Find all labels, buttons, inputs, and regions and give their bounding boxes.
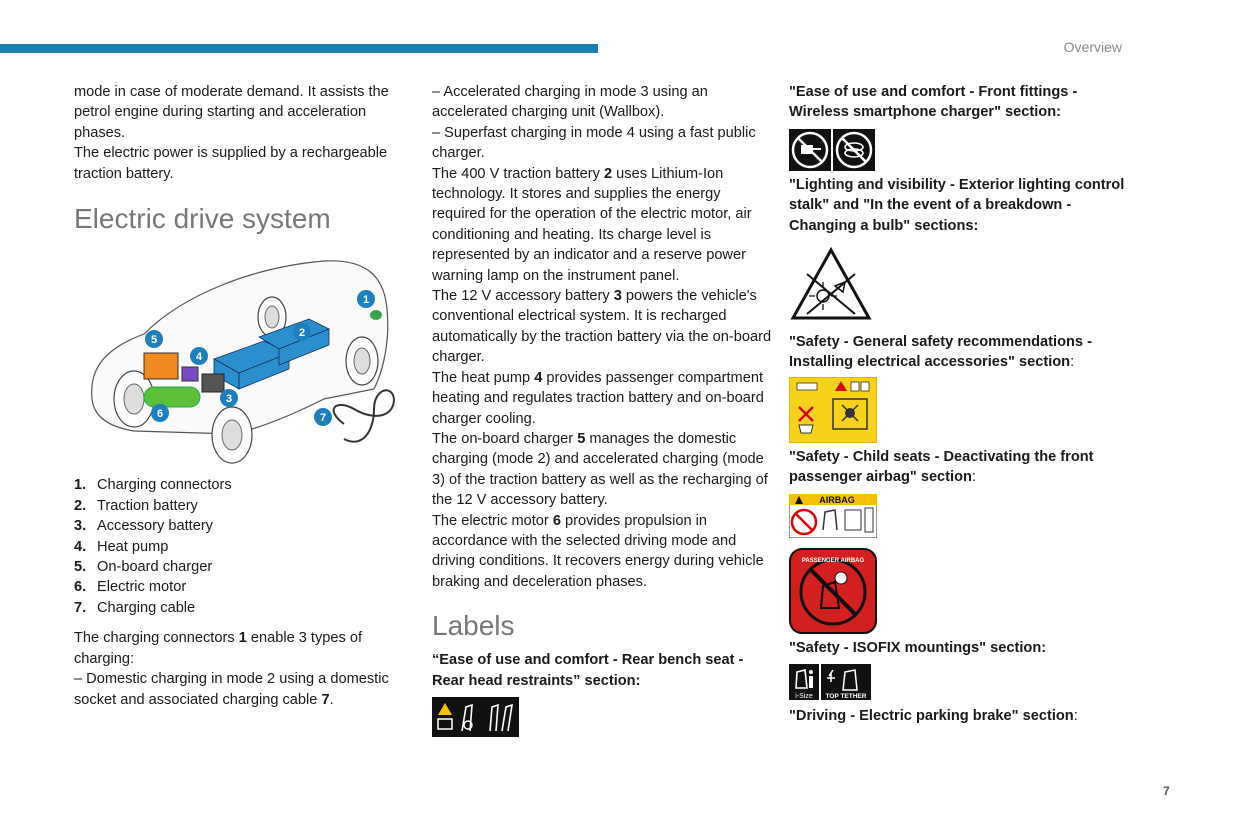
svg-text:AIRBAG: AIRBAG [819, 494, 855, 505]
legend-list [74, 475, 414, 618]
no-key-card-icon [789, 129, 831, 171]
paragraph-traction: The 400 V traction battery 2 uses Lithium-Ion technology. It stores and supplies the energy required for the operation of the electric motor, air conditioning and heating. Its charge level is represented by an indicator and a reserve power warning lamp on the instrument panel. [432, 165, 752, 284]
svg-text:7: 7 [319, 412, 327, 425]
paragraph-mode3: – Accelerated charging in mode 3 using an accelerated charging unit (Wallbox). [432, 84, 708, 121]
heat-pump-shape [182, 367, 198, 381]
svg-text:i-Size: i-Size [795, 693, 813, 701]
svg-text:PASSENGER AIRBAG: PASSENGER AIRBAG [801, 557, 865, 564]
paragraph-motor: The electric motor 6 provides propulsion in accordance with the selected driving mode and driving conditions. It recovers energy during vehicle braking and deceleration phases. [432, 512, 764, 590]
svg-text:5: 5 [150, 334, 158, 347]
paragraph-mode2: – Domestic charging in mode 2 using a domestic socket and associated charging cable 7. [74, 671, 389, 708]
paragraph-connectors: The charging connectors 1 enable 3 types of charging: [74, 630, 363, 667]
rear-bench-label-icon [432, 697, 519, 737]
header-accent-bar [0, 44, 598, 53]
marker-5 [145, 330, 163, 348]
legend-item: 5. On-board charger [74, 559, 213, 576]
heading-labels: Labels [432, 610, 515, 642]
electric-drive-diagram [74, 249, 414, 469]
marker-7 [314, 408, 332, 426]
no-bulb-warning-icon [789, 246, 873, 324]
paragraph-heatpump: The heat pump 4 provides passenger compartment heating and regulates traction battery and on-board charger cooling. [432, 369, 764, 427]
svg-text:6: 6 [156, 408, 164, 421]
svg-text:3: 3 [225, 393, 233, 406]
label-lighting: "Lighting and visibility - Exterior lighting control stalk" and "In the event of a breakdown - Changing a bulb" sections: [789, 176, 1125, 234]
label-parking-brake: "Driving - Electric parking brake" section: [789, 708, 1078, 725]
paragraph-charger: The on-board charger 5 manages the domestic charging (mode 2) and accelerated charging (mode 3) of the traction battery as well as the recharging of the 12 V accessory battery. [432, 430, 768, 509]
legend-item: 1. Charging connectors [74, 477, 232, 494]
marker-4 [190, 347, 208, 365]
paragraph: mode in case of moderate demand. It assists the petrol engine during starting and acceleration phases. [74, 84, 389, 141]
heading-electric-drive: Electric drive system [74, 203, 331, 235]
svg-text:2: 2 [298, 327, 306, 340]
top-tether-icon [821, 664, 871, 700]
legend-item: 3. Accessory battery [74, 518, 213, 535]
legend-item: 7. Charging cable [74, 599, 196, 616]
svg-text:4: 4 [195, 351, 203, 364]
isofix-icons [789, 664, 1129, 700]
svg-text:1: 1 [362, 294, 370, 307]
legend-item: 2. Traction battery [74, 497, 198, 514]
accessory-battery-shape [202, 374, 224, 392]
column-1 [74, 82, 414, 710]
label-electrical-accessories: "Safety - General safety recommendations - Installing electrical accessories" section: [789, 334, 1092, 371]
section-title: Overview [1063, 39, 1122, 55]
paragraph-accessory: The 12 V accessory battery 3 powers the vehicle's conventional electrical system. It is recharged automatically by the traction battery via the on-board charger. [432, 288, 772, 366]
connector-shape [370, 310, 382, 320]
paragraph: The electric power is supplied by a rechargeable traction battery. [74, 145, 388, 182]
smartphone-icons [789, 129, 1129, 171]
svg-text:TOP TETHER: TOP TETHER [825, 693, 867, 701]
label-smartphone-charger: "Ease of use and comfort - Front fittings - Wireless smartphone charger" section: [789, 84, 1078, 121]
legend-item: 6. Electric motor [74, 579, 187, 596]
marker-6 [151, 404, 169, 422]
charger-shape [144, 353, 178, 379]
no-coins-icon [833, 129, 875, 171]
paragraph-mode4: – Superfast charging in mode 4 using a fast public charger. [432, 124, 756, 162]
marker-3 [220, 389, 238, 407]
label-isofix: "Safety - ISOFIX mountings" section: [789, 639, 1047, 656]
electrical-accessory-label-icon [789, 377, 877, 443]
column-3 [789, 82, 1129, 726]
page-number: 7 [1163, 784, 1170, 798]
motor-shape [144, 387, 200, 407]
marker-1 [357, 290, 375, 308]
airbag-label-icon [789, 494, 877, 538]
column-2 [432, 82, 772, 737]
label-child-seats: "Safety - Child seats - Deactivating the front passenger airbag" section: [789, 448, 1094, 486]
i-size-icon [789, 664, 819, 700]
label-rear-bench: “Ease of use and comfort - Rear bench seat - Rear head restraints” section: [432, 652, 744, 689]
marker-2 [293, 323, 311, 341]
legend-item: 4. Heat pump [74, 538, 169, 555]
passenger-airbag-warning-icon [789, 548, 877, 634]
